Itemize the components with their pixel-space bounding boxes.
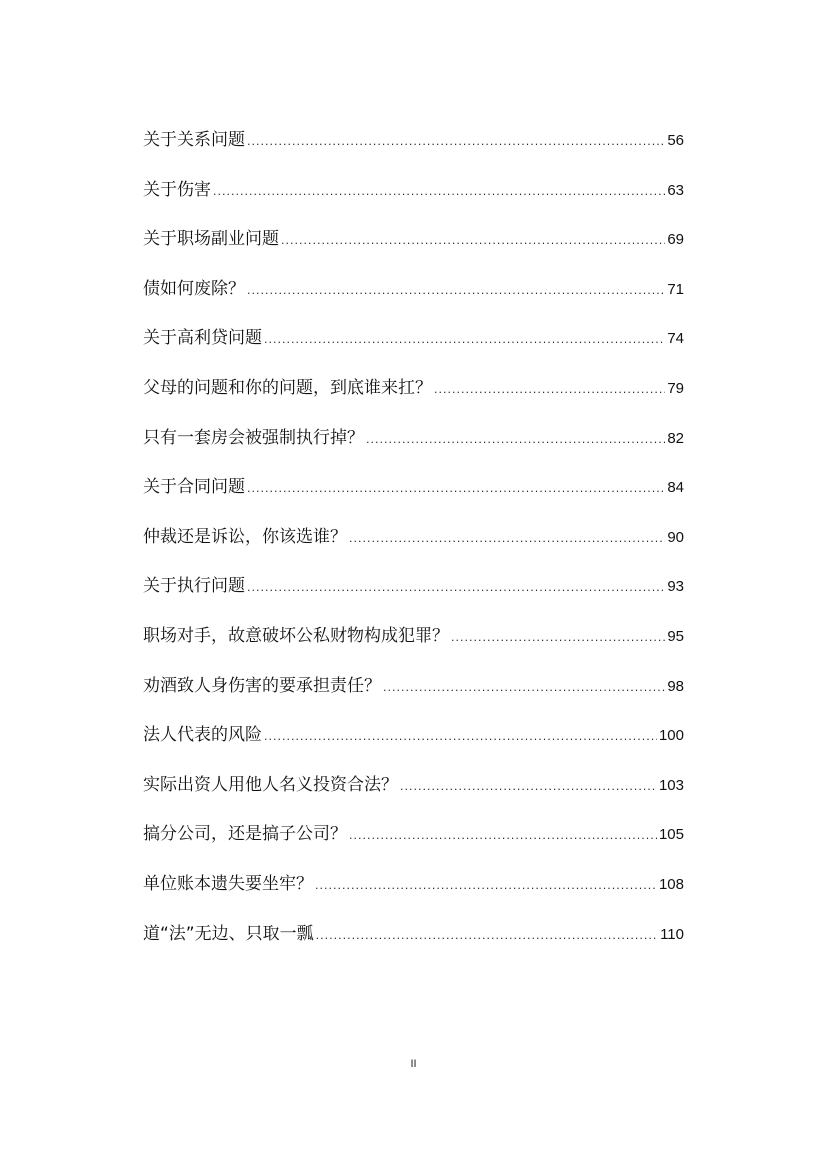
toc-entry[interactable] [143, 123, 684, 173]
toc-entry-page: 63 [667, 181, 684, 199]
toc-entry-page: 74 [667, 330, 684, 348]
toc-entry-title: 关于合同问题 [143, 477, 245, 498]
toc-dot-leader [264, 323, 665, 357]
toc-entry-title: 搞分公司，还是搞子公司？ [143, 824, 347, 845]
toc-entry-page: 108 [658, 875, 684, 893]
toc-dot-leader [247, 472, 665, 506]
toc-entry-title: 法人代表的风险 [143, 725, 262, 746]
toc-entry[interactable] [143, 470, 684, 520]
toc-entry-page: 79 [667, 379, 684, 397]
toc-entry[interactable] [143, 421, 684, 471]
toc-dot-leader [383, 671, 665, 705]
toc-entry[interactable] [143, 817, 684, 867]
toc-entry-title: 关于执行问题 [143, 576, 245, 597]
toc-dot-leader [315, 869, 657, 903]
toc-entry[interactable] [143, 371, 684, 421]
toc-entry[interactable] [143, 917, 684, 967]
toc-entry-title: 道“法”无边、只取一瓢 [143, 923, 314, 944]
toc-entry-title: 只有一套房会被强制执行掉？ [143, 427, 364, 448]
toc-entry[interactable] [143, 173, 684, 223]
toc-entry[interactable] [143, 619, 684, 669]
toc-entry-title: 关于伤害 [143, 179, 211, 200]
toc-entry[interactable] [143, 222, 684, 272]
toc-entry-page: 100 [658, 727, 684, 745]
toc-dot-leader [349, 522, 665, 556]
toc-dot-leader [366, 423, 665, 457]
toc-entry-title: 仲裁还是诉讼，你该选谁？ [143, 526, 347, 547]
toc-entry-page: 71 [667, 280, 684, 298]
toc-entry-title: 实际出资人用他人名义投资合法？ [143, 774, 398, 795]
toc-entry[interactable] [143, 569, 684, 619]
toc-entry-title: 单位账本遗失要坐牢？ [143, 873, 313, 894]
toc-entry-page: 105 [658, 826, 684, 844]
toc-dot-leader [213, 175, 665, 209]
toc-entry-page: 103 [658, 776, 684, 794]
toc-entry[interactable] [143, 321, 684, 371]
table-of-contents [143, 123, 684, 966]
toc-entry-title: 关于关系问题 [143, 130, 245, 150]
toc-entry-page: 84 [667, 479, 684, 497]
toc-dot-leader [247, 125, 665, 159]
toc-entry-title: 劝酒致人身伤害的要承担责任？ [143, 675, 381, 696]
toc-entry[interactable] [143, 768, 684, 818]
toc-dot-leader [264, 720, 657, 754]
toc-dot-leader [451, 621, 665, 655]
toc-entry-page: 69 [667, 231, 684, 249]
toc-dot-leader [316, 919, 658, 953]
toc-dot-leader [434, 373, 665, 407]
toc-entry-page: 90 [667, 528, 684, 546]
toc-entry-page: 93 [667, 578, 684, 596]
toc-entry-page: 82 [667, 429, 684, 447]
toc-entry-page: 98 [667, 677, 684, 695]
toc-dot-leader [247, 571, 665, 605]
toc-entry-page: 110 [660, 925, 684, 943]
toc-entry-title: 父母的问题和你的问题，到底谁来扛？ [143, 377, 432, 398]
toc-dot-leader [400, 770, 657, 804]
toc-entry-page: 56 [667, 132, 684, 149]
toc-dot-leader [349, 819, 657, 853]
toc-entry[interactable] [143, 669, 684, 719]
toc-dot-leader [247, 274, 665, 308]
toc-entry[interactable] [143, 718, 684, 768]
page-number: II [410, 1058, 417, 1070]
toc-entry-title: 职场对手，故意破坏公私财物构成犯罪？ [143, 625, 449, 646]
toc-entry-title: 关于高利贷问题 [143, 328, 262, 349]
toc-dot-leader [281, 224, 665, 258]
toc-entry-title: 关于职场副业问题 [143, 229, 279, 250]
toc-entry-title: 债如何废除？ [143, 278, 245, 299]
toc-entry-page: 95 [667, 627, 684, 645]
toc-entry[interactable] [143, 272, 684, 322]
toc-entry[interactable] [143, 520, 684, 570]
toc-entry[interactable] [143, 867, 684, 917]
